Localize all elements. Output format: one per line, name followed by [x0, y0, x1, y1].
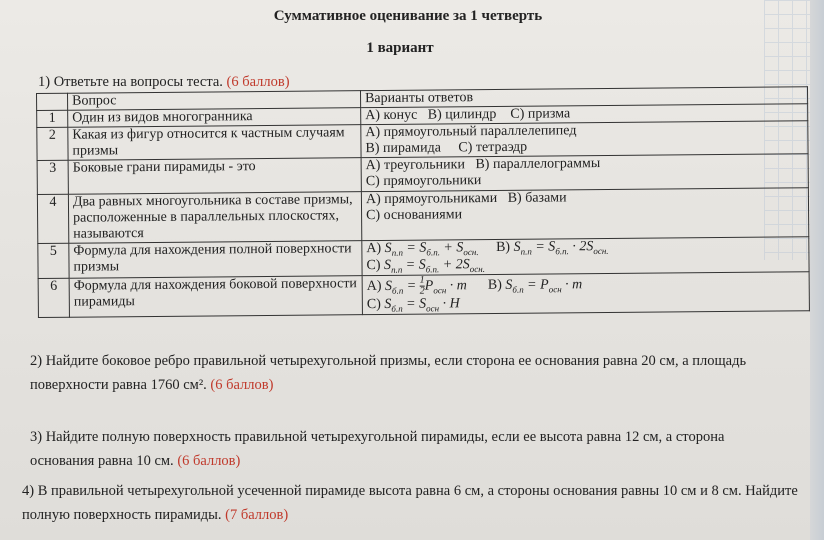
task1-points: (6 баллов) [226, 74, 290, 90]
row-question: Формула для нахождения боковой поверхности пирамиды [69, 276, 362, 318]
answer-line: С) прямоугольники [365, 173, 482, 190]
header-question: Вопрос [68, 91, 361, 111]
row-question: Формула для нахождения полной поверхности призмы [69, 241, 362, 279]
answer-line: В) пирамида С) тетраэдр [365, 139, 528, 157]
answer-line: А) треугольники В) параллелограммы [365, 156, 601, 174]
task3-text: 3) Найдите полную поверхность правильной четырехугольной пирамиды, если ее высота равна 12 см, а сторона основания равна 10 см. [30, 429, 725, 469]
formula-a: $S_{п.п} = S_{б.п.} + S_{осн.}$ [384, 240, 479, 258]
row-answers-formulas [362, 237, 809, 276]
row-answers [361, 154, 808, 191]
table-row [37, 187, 808, 243]
task1-label: 1) Ответьте на вопросы теста. [38, 74, 223, 90]
row-number: 6 [38, 278, 69, 317]
task2-text: 2) Найдите боковое ребро правильной четырехугольной призмы, если сторона ее основания равна 20 см, а площадь поверхности равна 1760 см². [30, 353, 747, 393]
task2 [30, 350, 810, 398]
formula-b: $S_{б.п} = P_{осн} \cdot m$ [505, 277, 583, 295]
variant-label: 1 вариант [366, 40, 434, 56]
row-question: Какая из фигур относится к частным случаям призмы [68, 125, 361, 161]
task3-points: (6 баллов) [177, 452, 241, 469]
formula-b: $S_{п.п} = S_{б.п.} \cdot 2S_{осн.}$ [513, 238, 609, 257]
row-question: Один из видов многогранника [68, 108, 361, 128]
task4-text: 4) В правильной четырехугольной усеченной пирамиде высота равна 6 см, а стороны основания равны 10 см и 8 см. Найдите полную поверхность пирамиды. [22, 483, 798, 523]
task4 [22, 480, 802, 528]
formula-c: $S_{б.п} = S_{осн} \cdot H$ [384, 296, 460, 314]
header-answers: Варианты ответов [360, 87, 807, 108]
row-number: 2 [37, 127, 68, 160]
task3 [30, 426, 790, 474]
task4-points: (7 баллов) [225, 506, 289, 523]
row-number: 4 [37, 194, 68, 244]
row-number: 3 [37, 161, 68, 194]
answer-line: А) прямоугольный параллелепипед [365, 123, 577, 141]
formula-a: $S_{б.п}$ = $\frac{1}{2}$ $P_{осн} \cdot m$ [384, 274, 467, 297]
formula-line: С) $S_{б.п} = S_{осн} \cdot H$ [366, 296, 460, 314]
answer-line: А) прямоугольниками В) базами [365, 189, 567, 207]
row-answers-formulas [362, 272, 809, 315]
formula-line: А) $S_{б.п}$ = $\frac{1}{2}$ $P_{осн} \cdot m$ В) $S_{б.п} = P_{осн} \cdot m$ [366, 274, 583, 297]
row-answers [361, 187, 808, 240]
row-number: 5 [38, 243, 69, 279]
table-row [38, 272, 809, 318]
formula-c: $S_{п.п} = S_{б.п.} + 2S_{осн.}$ [383, 257, 486, 275]
task2-points: (6 баллов) [210, 376, 274, 393]
task1-heading [38, 74, 290, 91]
row-question: Боковые грани пирамиды - это [68, 158, 361, 194]
row-question: Два равных многоугольника в составе призмы, расположенные в параллельных плоскостях, называются [68, 191, 361, 243]
answer-line: С) основаниями [366, 206, 463, 223]
answer-line: А) конус В) цилиндр С) призма [365, 106, 571, 124]
header-num-cell [37, 93, 68, 110]
formula-line: С) $S_{п.п} = S_{б.п.} + 2S_{осн.}$ [366, 257, 486, 275]
row-number: 1 [37, 110, 68, 127]
paper-edge [810, 0, 824, 540]
row-answers [361, 121, 808, 158]
document-title: Суммативное оценивание за 1 четверть [273, 8, 543, 24]
formula-line: А) $S_{п.п} = S_{б.п.} + S_{осн.}$ В) $S_{п.п} = S_{б.п.} \cdot 2S_{осн.}$ [366, 238, 609, 258]
test-table [36, 86, 810, 318]
